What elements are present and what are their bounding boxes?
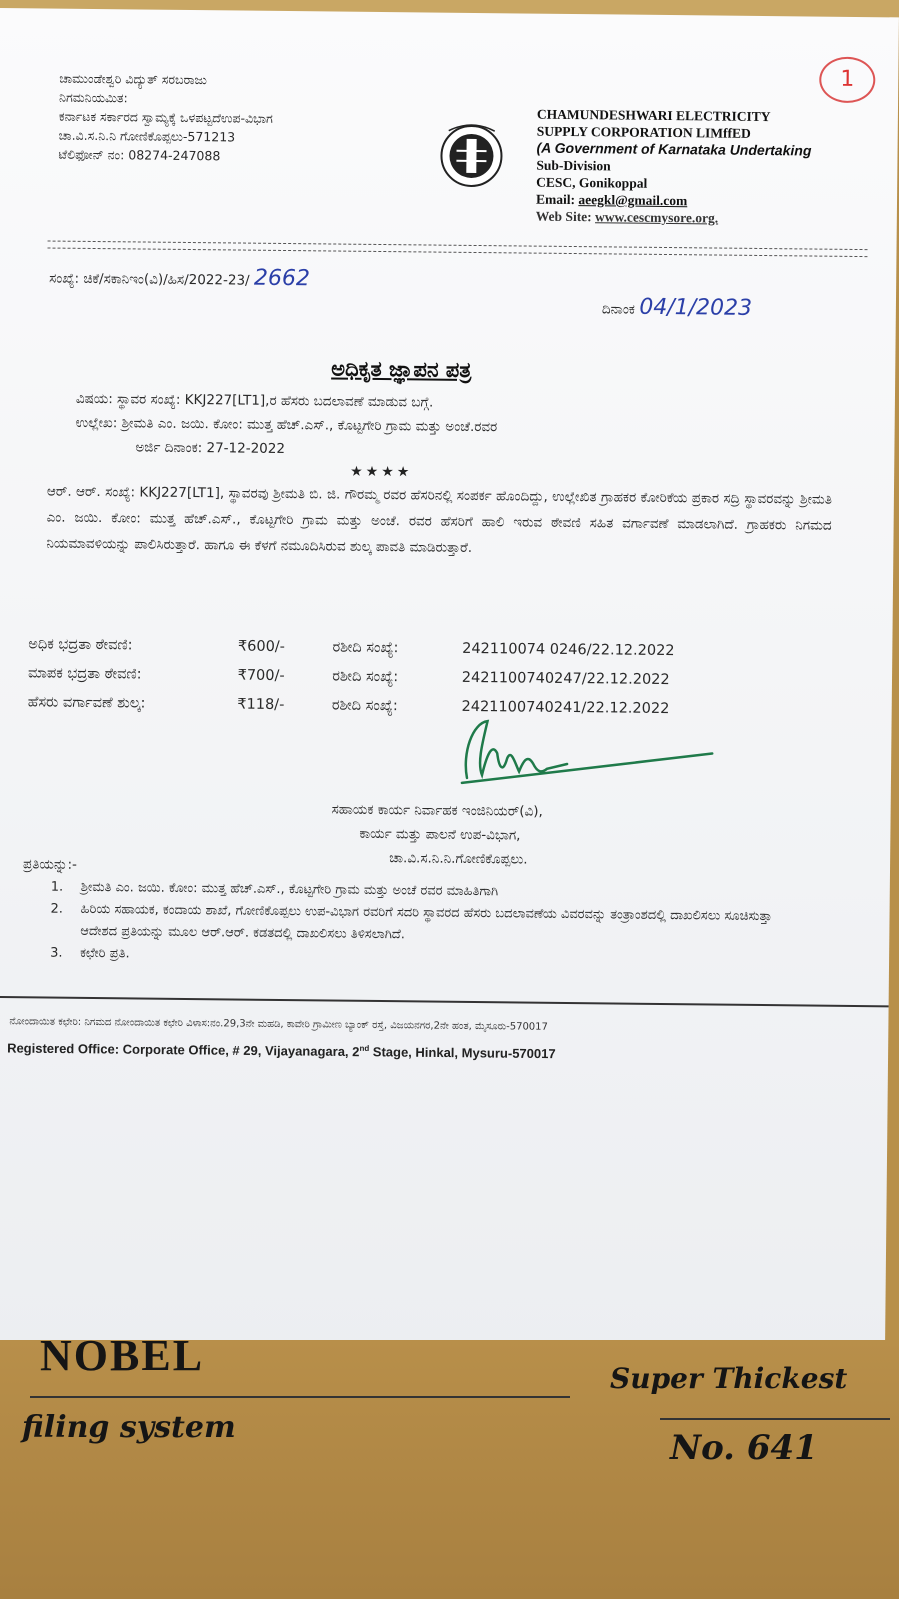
header-kn-line: ಟೆಲಿಫೋನ್ ನಂ: 08274-247088 [58,146,221,164]
copy-text: ಹಿರಿಯ ಸಹಾಯಕ, ಕಂದಾಯ ಶಾಖೆ, ಗೋಣಿಕೊಪ್ಪಲು ಉಪ-ವಿಭಾಗ ರವರಿಗೆ ಸದರಿ ಸ್ಥಾವರದ ಹೆಸರು ಬದಲಾವಣೆಯ ವಿವರವನ್ನು ತಂತ್ರಾಂಶದಲ್ಲಿ ದಾಖಲಿಸಲು ಸೂಚಿಸುತ್ತಾ ಆದೇಶದ ಪ್ರತಿಯನ್ನು ಮೂಲ ಆರ್.ಆರ್. ಕಡತದಲ್ಲಿ ದಾಖಲಿಸಲು ತಿಳಿಸಲಾಗಿದೆ. [80,901,773,943]
page-number-mark: 1 [819,57,875,104]
header-kn-line: ಚಾ.ವಿ.ಸ.ನಿ.ನಿ ಗೋಣಿಕೊಪ್ಪಲು-571213 [58,127,236,145]
web-label: Web Site: [535,208,596,225]
copy-text: ಶ್ರೀಮತಿ ಎಂ. ಜಯಿ. ಕೋಂ: ಮುತ್ತ ಹೆಚ್.ಎಸ್., ಕೊಟ್ಟಗೇರಿ ಗ್ರಾಮ ಮತ್ತು ಅಂಚೆ ರವರ ಮಾಹಿತಿಗಾಗಿ [80,879,499,900]
email-label: Email: [535,191,579,208]
signature [437,713,728,796]
application-date-line: ಅರ್ಜಿ ದಿನಾಂಕ: 27-12-2022 [135,439,286,458]
date-handwritten: 04/1/2023 [639,294,753,321]
fee-label: ಮಾಪಕ ಭದ್ರತಾ ಠೇವಣಿ: [27,665,142,683]
company-web-row [536,208,896,229]
reference-number-row [49,264,310,292]
cesc-mysore-logo-icon [436,121,507,192]
subject-block [75,387,497,463]
fees-table [28,630,675,724]
web-link[interactable]: www.cescmysore.org. [595,209,719,226]
copies-heading: ಪ್ರತಿಯನ್ನು:- [22,856,78,873]
folder-brand: NOBEL [40,1331,205,1380]
signatory-designation: ಸಹಾಯಕ ಕಾರ್ಯ ನಿರ್ವಾಹಕ ಇಂಜಿನಿಯರ್(ವಿ), [331,801,543,820]
folder-product-number: No. 641 [670,1428,818,1468]
folder-product-rule [660,1418,890,1420]
copy-text: ಕಛೇರಿ ಪ್ರತಿ. [80,945,130,962]
footer-en-part2: Stage, Hinkal, Mysuru-570017 [369,1044,556,1062]
footer-en-part1: Registered Office: Corporate Office, # 29, Vijayanagara, 2 [7,1040,360,1060]
fee-amount: ₹118/- [237,696,285,714]
receipt-number: 2421100740247/22.12.2022 [461,669,670,689]
reference-line: ಉಲ್ಲೇಖ: ಶ್ರೀಮತಿ ಎಂ. ಜಯಿ. ಕೋಂ: ಮುತ್ತ ಹೆಚ್.ಎಸ್., ಕೊಟ್ಟಗೇರಿ ಗ್ರಾಮ ಮತ್ತು ಅಂಚೆ.ರವರ [75,414,498,436]
copy-number: 2. [50,901,64,917]
header-english-block [536,106,897,229]
document-title: ಅಧಿಕೃತ ಜ್ಞಾಪನ ಪತ್ರ [331,356,472,382]
header-kn-line: ಚಾಮುಂಡೇಶ್ವರಿ ವಿದ್ಯುತ್ ಸರಬರಾಜು [59,70,208,88]
fee-label: ಅಧಿಕ ಭದ್ರತಾ ಠೇವಣಿ: [28,636,133,654]
body-paragraph: ಆರ್. ಆರ್. ಸಂಖ್ಯೆ: KKJ227[LT1], ಸ್ಥಾವರವು ಶ್ರೀಮತಿ ಬಿ. ಜಿ. ಗೌರಮ್ಮ ರವರ ಹೆಸರಿನಲ್ಲಿ ಸಂಪರ್ಕ ಹೊಂದಿದ್ದು, ಉಲ್ಲೇಖಿತ ಗ್ರಾಹಕರ ಕೋರಿಕೆಯ ಪ್ರಕಾರ ಸದ್ರಿ ಸ್ಥಾವರವನ್ನು ಶ್ರೀಮತಿ ಎಂ. ಜಯಿ. ಕೋಂ: ಮುತ್ತ ಹೆಚ್.ಎಸ್., ಕೊಟ್ಟಗೇರಿ ಗ್ರಾಮ ಮತ್ತು ಅಂಚೆ. ರವರ ಹೆಸರಿಗೆ ಹಾಲಿ ಇರುವ ಠೇವಣಿ ಸಹಿತ ವರ್ಗಾವಣೆ ಮಾಡಲಾಗಿದೆ. ಗ್ರಾಹಕರು ನಿಗಮದ ನಿಯಮಾವಳಿಯನ್ನು ಪಾಲಿಸಿರುತ್ತಾರೆ. ಹಾಗೂ ಈ ಕೆಳಗೆ ನಮೂದಿಸಿರುವ ಶುಲ್ಕ ಪಾವತಿ ಮಾಡಿರುತ್ತಾರೆ. [46,483,832,556]
company-name-line2: SUPPLY CORPORATION LIMffED [536,123,751,141]
receipt-label: ರಶೀದಿ ಸಂಖ್ಯೆ: [332,668,399,686]
fee-amount: ₹700/- [237,667,285,685]
signatory-division: ಕಾರ್ಯ ಮತ್ತು ಪಾಲನೆ ಉಪ-ವಿಭಾಗ, [359,825,521,844]
footer-kannada-address: ನೋಂದಾಯಿತ ಕಛೇರಿ: ನಿಗಮದ ನೋಂದಾಯಿತ ಕಛೇರಿ ವಿಳಾಸ:ನಂ.29,3ನೇ ಮಹಡಿ, ಕಾವೇರಿ ಗ್ರಾಮೀಣ ಬ್ಯಾಂಕ್ ರಸ್ತೆ, ವಿಜಯನಗರ,2ನೇ ಹಂತ, ಮೈಸೂರು-570017 [9,1016,548,1033]
copy-number: 1. [50,879,64,895]
separator-stars: ★★★★ [350,463,413,481]
receipt-number: 242110074 0246/22.12.2022 [462,640,675,660]
footer-en-sup: nd [359,1043,370,1053]
folder-brand-rule [30,1396,570,1398]
header-kn-line: ನಿಗಮನಿಯಮಿತ: [58,89,128,106]
email-link[interactable]: aeegkl@gmail.com [578,192,688,209]
receipt-label: ರಶೀದಿ ಸಂಖ್ಯೆ: [331,697,398,715]
signatory-office: ಚಾ.ವಿ.ಸ.ನಿ.ನಿ.ಗೋಣಿಕೊಪ್ಪಲು. [389,850,528,868]
document-page [0,8,899,1377]
signatory-block [331,798,543,872]
date-label: ದಿನಾಂಕ [601,301,636,318]
folder-brand-subtitle: filing system [22,1410,236,1445]
header-divider [47,241,867,258]
copy-number: 3. [50,945,63,961]
header-kn-line: ಕರ್ನಾಟಕ ಸರ್ಕಾರದ ಸ್ವಾಮ್ಯಕ್ಕೆ ಒಳಪಟ್ಟದೆಉಪ-ವಿಭಾಗ [58,108,273,126]
receipt-number: 2421100740241/22.12.2022 [461,698,670,718]
reference-number-handwritten: 2662 [253,265,311,292]
fee-label: ಹೆಸರು ವರ್ಗಾವಣೆ ಶುಲ್ಕ: [27,694,146,712]
fee-amount: ₹600/- [237,638,286,656]
subject-line: ವಿಷಯ: ಸ್ಥಾವರ ಸಂಖ್ಯೆ: KKJ227[LT1],ರ ಹೆಸರು ಬದಲಾವಣೆ ಮಾಡುವ ಬಗ್ಗೆ. [75,390,434,411]
receipt-label: ರಶೀದಿ ಸಂಖ್ಯೆ: [332,639,399,657]
copies-list [50,877,811,973]
footer-english-address [7,1040,556,1061]
footer-divider [0,996,889,1007]
company-name-line1: CHAMUNDESHWARI ELECTRICITY [536,106,771,125]
copy-item [50,899,810,951]
reference-label: ಸಂಖ್ಯೆ: ಚಿಕೆ/ಸಕಾನಿಇಂ(ವಿ)/ಹಿಸ/2022-23/ [49,270,250,289]
folder-product-line: Super Thickest [610,1362,848,1395]
company-subdivision: Sub-Division [536,157,611,174]
company-location: CESC, Gonikoppal [536,174,648,191]
company-undertaking: (A Government of Karnataka Undertaking [536,139,812,159]
header-kannada-block [58,69,419,168]
date-row [602,294,752,321]
